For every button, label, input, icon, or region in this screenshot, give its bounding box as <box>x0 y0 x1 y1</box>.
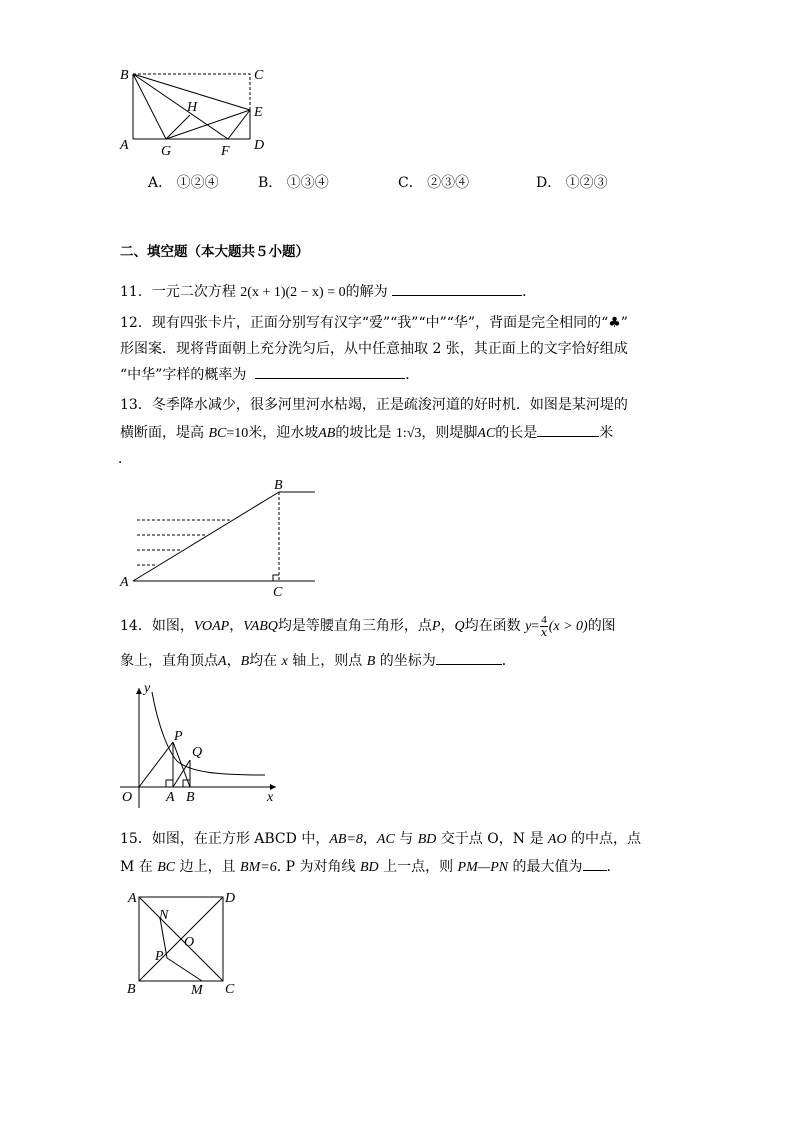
hyperbola-curve <box>152 692 265 775</box>
option-value: ②③④ <box>427 175 470 191</box>
q14-number: 14． <box>120 618 152 634</box>
question-12-line3 <box>120 364 419 386</box>
q14-q: Q <box>454 619 465 634</box>
q13-ac: AC <box>477 426 496 441</box>
line-bf <box>133 74 228 139</box>
q14-answer-blank[interactable] <box>436 650 502 665</box>
q14-text: ， <box>226 653 241 669</box>
label-x: x <box>267 790 274 805</box>
figure-q13 <box>118 476 318 600</box>
label-h: H <box>187 100 198 115</box>
q15-ao: AO <box>547 832 567 847</box>
q15-bd: BD <box>359 860 379 875</box>
q14-b: B <box>240 654 250 669</box>
q14-a: A <box>218 654 227 669</box>
q14-fraction-numerator: 4 <box>541 613 547 626</box>
q13-number: 13． <box>120 397 152 413</box>
option-value: ①③④ <box>286 175 329 191</box>
q12-line3: “中华”字样的概率为 <box>120 367 247 383</box>
question-15-line2 <box>120 856 611 879</box>
option-key: C． <box>398 175 423 191</box>
q14-text: 的图 <box>587 618 616 634</box>
q15-bm: BM=6 <box>240 860 277 875</box>
q15-text: 上一点，则 <box>383 859 454 875</box>
question-13-dot: ． <box>118 451 132 467</box>
q14-fraction-denominator: x <box>540 625 548 639</box>
q11-equation: 2(x + 1)(2 − x) = 0 <box>240 285 346 300</box>
label-c: C <box>225 982 235 997</box>
option-key: B． <box>258 175 283 191</box>
q12-line2: 形图案．现将背面朝上充分洗匀后，从中任意抽取 2 张，其正面上的文字恰好组成 <box>120 341 628 357</box>
q11-number: 11． <box>120 284 152 300</box>
label-a: A <box>128 891 137 906</box>
q13-text: 米，迎水坡 <box>248 425 319 441</box>
option-value: ①②③ <box>565 175 608 191</box>
q12-end: ． <box>405 367 420 383</box>
q13-unit: 米 <box>599 425 614 441</box>
figure-q10 <box>118 66 268 159</box>
q14-fraction <box>540 615 548 638</box>
label-e: E <box>254 105 263 120</box>
label-p: P <box>155 949 164 964</box>
question-13-line2 <box>120 422 613 445</box>
question-14-line2 <box>120 650 516 673</box>
q14-p: P <box>431 619 441 634</box>
label-f: F <box>221 144 230 159</box>
q11-prefix: 一元二次方程 <box>151 284 236 300</box>
segment-pm <box>167 958 202 981</box>
q15-ac: AC <box>376 832 395 847</box>
label-b: B <box>127 982 136 997</box>
question-12-line2 <box>120 338 628 360</box>
q14-text: 均在函数 <box>464 618 521 634</box>
question-14-line1 <box>120 612 616 641</box>
label-d: D <box>254 138 265 153</box>
option-d[interactable] <box>536 172 608 192</box>
slope-ab <box>133 492 279 581</box>
q15-text: 的中点，点 <box>571 831 642 847</box>
q13-eq10: =10 <box>226 426 249 441</box>
q15-text: 的最大值为 <box>512 859 583 875</box>
q13-text: 横断面，堤高 <box>120 425 204 441</box>
line-gh <box>166 115 190 139</box>
option-c[interactable] <box>398 172 469 192</box>
figure-q15 <box>122 890 252 1000</box>
q14-text: 均在 <box>249 653 278 669</box>
right-angle-mark <box>273 575 279 581</box>
q11-suffix: 的解为 <box>345 284 388 300</box>
q11-answer-blank[interactable] <box>392 281 522 296</box>
q15-ab8: AB=8 <box>329 832 363 847</box>
label-n: N <box>159 908 169 923</box>
q13-text: 的长是 <box>495 425 538 441</box>
q14-b: B <box>366 654 376 669</box>
label-a: A <box>120 575 129 590</box>
label-b: B <box>120 68 129 83</box>
option-key: A． <box>148 175 173 191</box>
label-m: M <box>191 983 203 998</box>
q14-end: ． <box>501 653 516 669</box>
q15-text: 与 <box>399 831 414 847</box>
q15-text: ， <box>362 831 377 847</box>
q15-bc: BC <box>157 860 176 875</box>
q11-end: ． <box>522 284 537 300</box>
figure-q14 <box>118 676 288 806</box>
label-c: C <box>273 585 283 600</box>
label-b: B <box>274 478 283 493</box>
label-a: A <box>166 790 175 805</box>
label-b: B <box>186 790 195 805</box>
label-o: O <box>184 935 195 950</box>
q13-bc: BC <box>208 426 227 441</box>
q13-ab: AB <box>318 426 336 441</box>
q13-text: ，则堤脚 <box>421 425 478 441</box>
option-value: ①②④ <box>176 175 219 191</box>
label-y: y <box>144 681 151 696</box>
q14-text: 轴上，则点 <box>292 653 363 669</box>
q14-text: 象上，直角顶点 <box>120 653 218 669</box>
q13-answer-blank[interactable] <box>537 422 599 437</box>
option-b[interactable] <box>258 172 329 192</box>
option-key: D． <box>536 175 562 191</box>
q15-text: 如图，在正方形 ABCD 中， <box>151 831 330 847</box>
right-angle-mark-a <box>166 780 173 787</box>
question-12-line1 <box>120 312 628 334</box>
section-heading: 二、填空题（本大题共５小题） <box>120 244 309 260</box>
q14-text: 均是等腰直角三角形，点 <box>277 618 432 634</box>
q14-fn-condition: (x > 0) <box>548 619 588 634</box>
label-g: G <box>161 144 172 159</box>
line-bg <box>133 74 166 139</box>
option-a[interactable] <box>148 172 219 192</box>
label-a: A <box>120 138 129 153</box>
q15-text: M 在 <box>120 859 153 875</box>
q12-number: 12． <box>120 315 152 331</box>
q14-fn-eq: = <box>531 619 540 634</box>
q12-answer-blank[interactable] <box>255 364 405 379</box>
label-q: Q <box>192 745 203 760</box>
label-d: D <box>225 891 236 906</box>
label-o: O <box>122 790 133 805</box>
q15-text: 交于点 O，N 是 <box>440 831 544 847</box>
q14-text: 如图， <box>151 618 194 634</box>
q15-end: . <box>606 859 611 875</box>
q15-text: . P 为对角线 <box>276 859 356 875</box>
q14-text: 的坐标为 <box>379 653 436 669</box>
question-15-line1 <box>120 828 641 851</box>
label-c: C <box>254 68 264 83</box>
q15-number: 15． <box>120 831 152 847</box>
q13-ratio: 1:√3 <box>395 426 422 441</box>
q15-expression: PM—PN <box>457 860 509 875</box>
line-fe <box>228 110 250 139</box>
question-11 <box>120 281 536 304</box>
y-axis-arrow <box>136 688 142 694</box>
q15-bd: BD <box>417 832 437 847</box>
q14-x: x <box>281 654 288 669</box>
label-p: P <box>174 729 183 744</box>
q14-triangle-abq: VABQ <box>243 619 278 634</box>
q15-answer-blank[interactable] <box>583 856 607 871</box>
q14-triangle-oap: VOAP <box>193 619 230 634</box>
q15-text: 边上，且 <box>179 859 236 875</box>
q14-text: ， <box>440 618 455 634</box>
question-13-line1 <box>120 394 628 416</box>
q13-text: 的坡比是 <box>335 425 392 441</box>
q13-line1: 冬季降水减少，很多河里河水枯竭，正是疏浚河道的好时机．如图是某河堤的 <box>151 397 628 413</box>
q14-fn-y: y <box>525 619 532 634</box>
line-ge <box>166 110 250 139</box>
q14-text: ， <box>229 618 244 634</box>
q12-line1: 现有四张卡片，正面分别写有汉字“爱”“我”“中”“华”，背面是完全相同的“♣” <box>151 315 628 331</box>
